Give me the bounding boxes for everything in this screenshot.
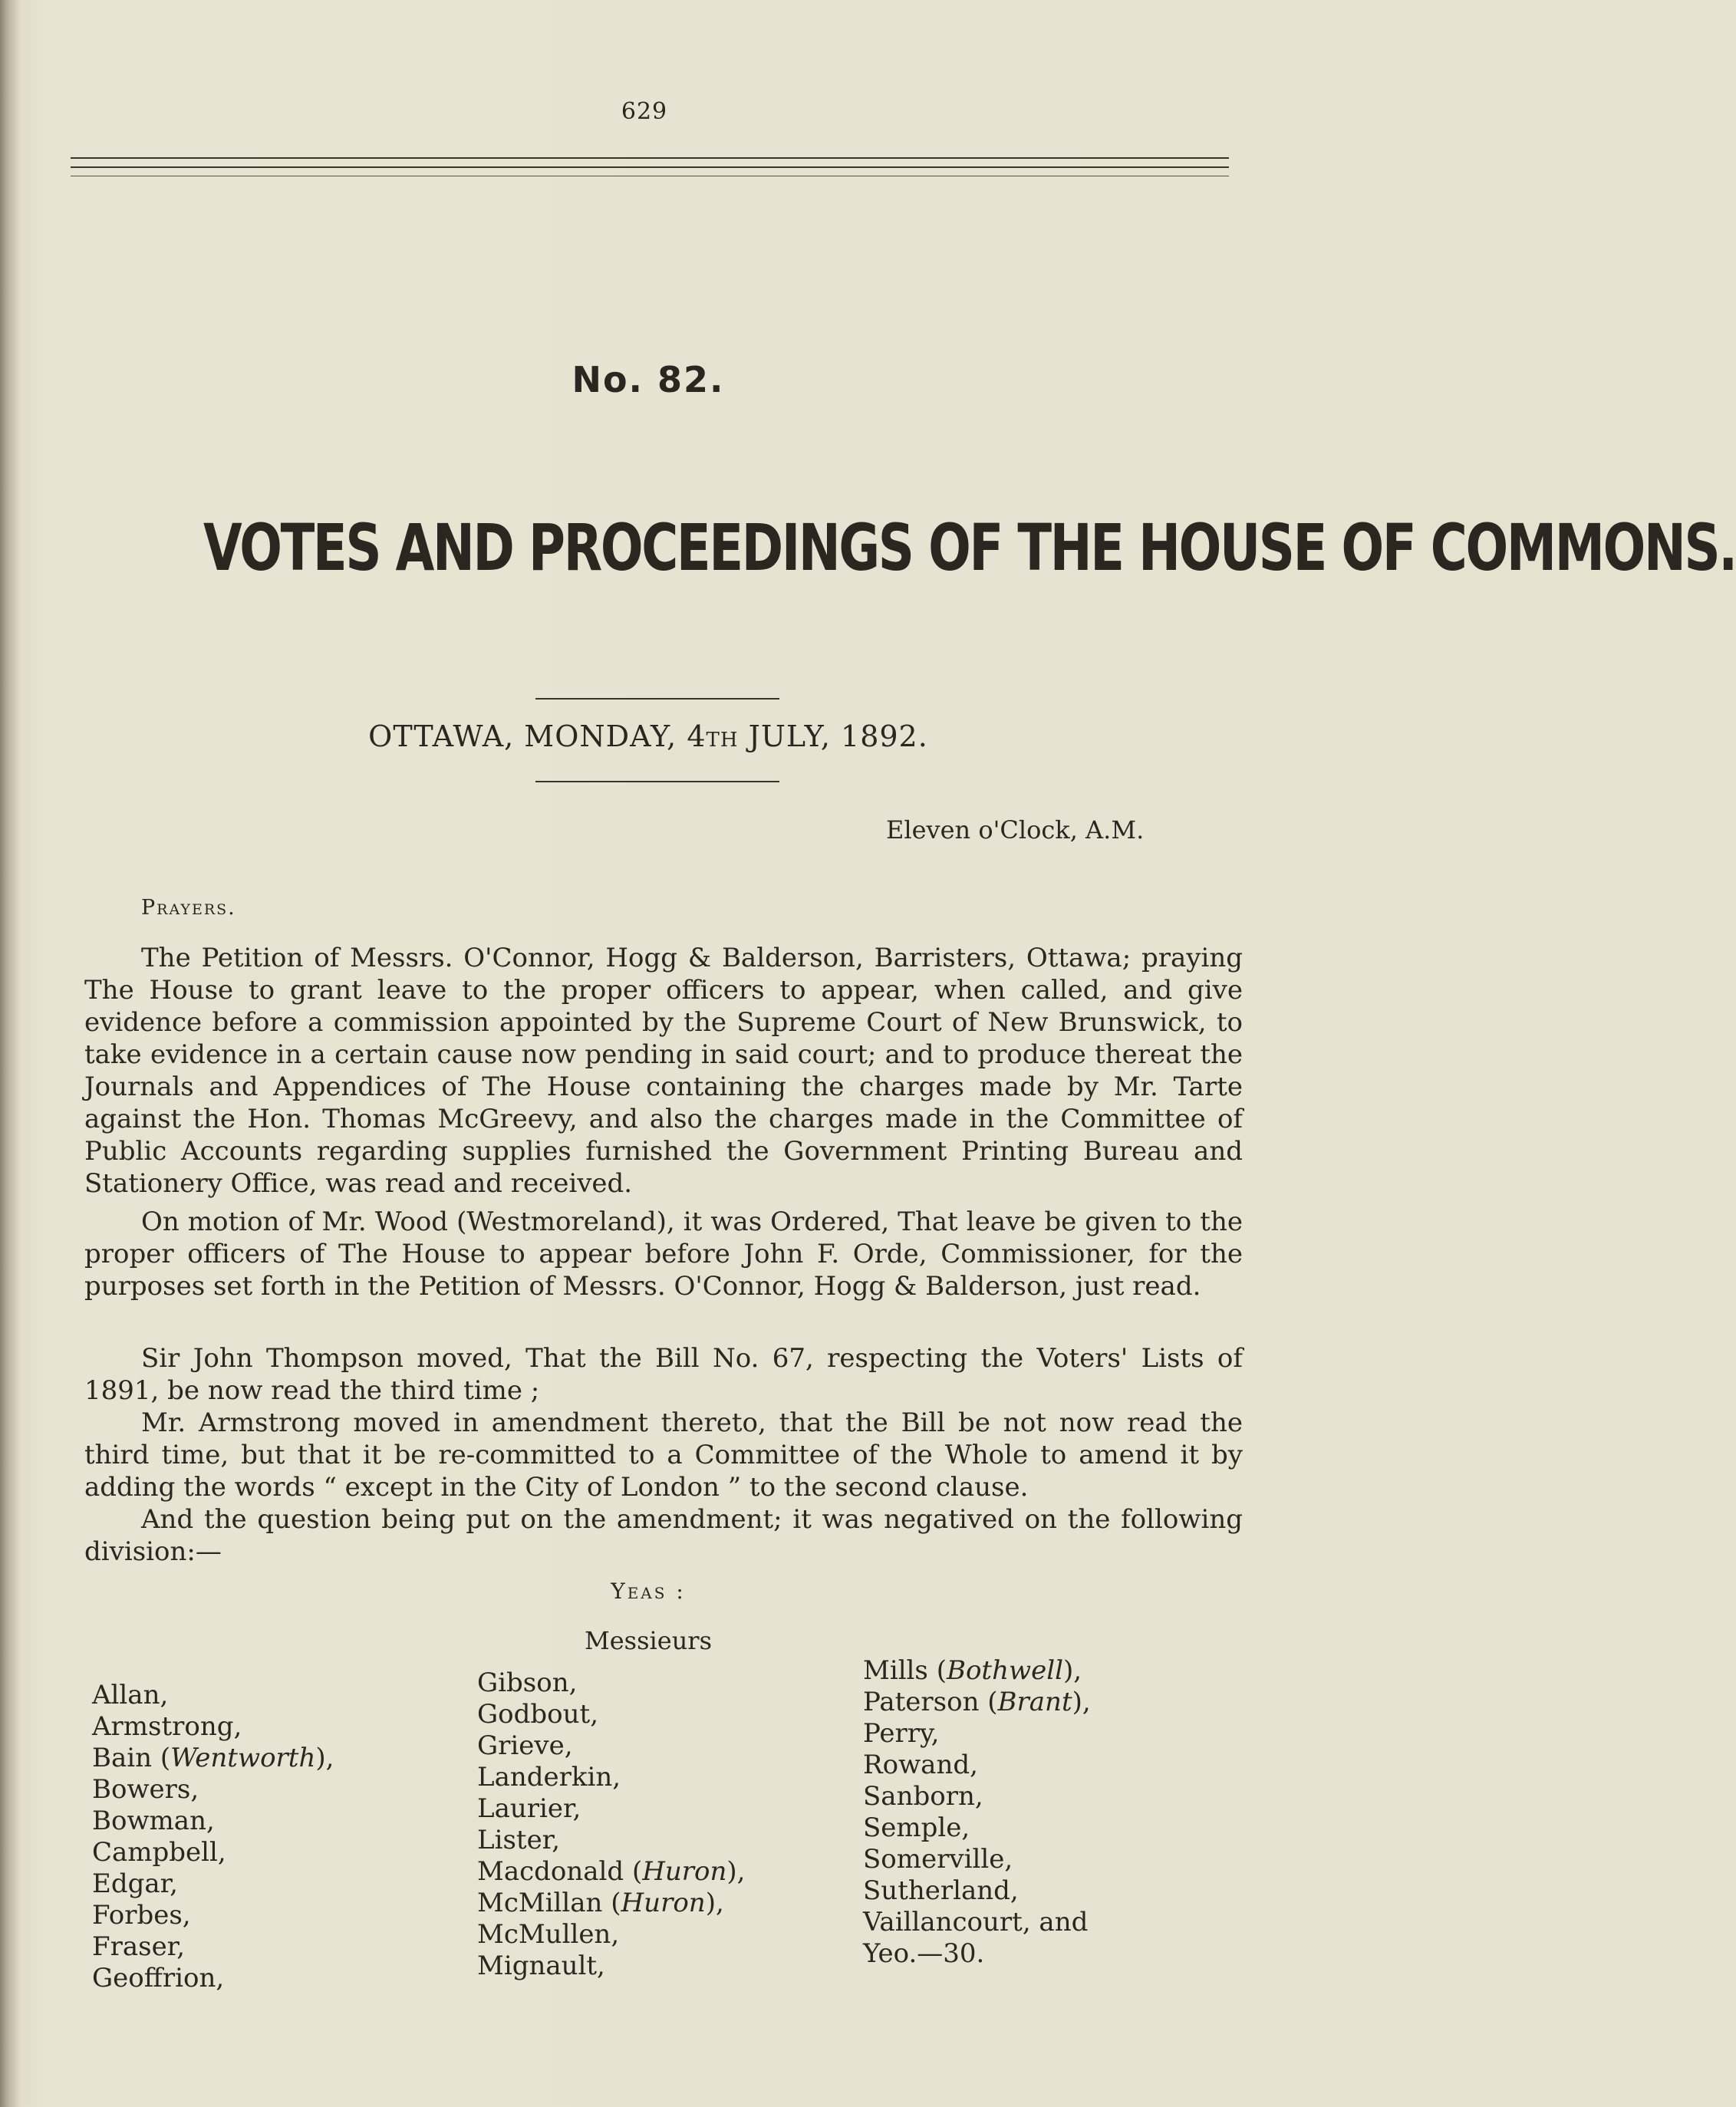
member-name xyxy=(477,1856,746,1888)
member-name-text: Somerville, xyxy=(863,1844,1013,1875)
member-name-suffix: ), xyxy=(1072,1687,1091,1717)
dateline xyxy=(0,719,1296,753)
member-name-suffix: ), xyxy=(1062,1655,1082,1686)
member-name xyxy=(92,1774,334,1806)
yeas-heading: Yeas : xyxy=(611,1579,686,1604)
yeas-column-1 xyxy=(92,1680,334,1994)
member-name-text: Forbes, xyxy=(92,1900,191,1931)
member-name xyxy=(477,1825,746,1856)
member-name xyxy=(863,1844,1091,1875)
member-riding: Brant xyxy=(997,1687,1072,1717)
member-name xyxy=(92,1900,334,1931)
member-name xyxy=(863,1718,1091,1750)
dateline-after: JULY, 1892. xyxy=(738,719,928,753)
member-name-text: Paterson ( xyxy=(863,1687,998,1717)
member-riding: Huron xyxy=(642,1856,727,1887)
page-number: 629 xyxy=(621,98,668,125)
member-name xyxy=(92,1806,334,1837)
member-name-text: Lister, xyxy=(477,1825,561,1855)
member-name-text: Mignault, xyxy=(477,1951,605,1981)
member-name-text: Perry, xyxy=(863,1718,940,1749)
member-name xyxy=(92,1837,334,1868)
member-name-suffix: ), xyxy=(315,1743,334,1773)
member-name xyxy=(92,1680,334,1711)
member-name xyxy=(92,1931,334,1963)
member-name-text: Grieve, xyxy=(477,1730,573,1761)
member-name-text: Mills ( xyxy=(863,1655,947,1686)
member-name xyxy=(863,1687,1091,1718)
member-name-text: Laurier, xyxy=(477,1793,581,1824)
dateline-ordinal: TH xyxy=(706,729,739,752)
member-name-text: Allan, xyxy=(92,1680,169,1710)
member-name xyxy=(92,1711,334,1743)
member-name xyxy=(477,1667,746,1699)
member-name-text: Yeo.—30. xyxy=(863,1938,985,1969)
member-name xyxy=(477,1919,746,1951)
messieurs-heading: Messieurs xyxy=(584,1626,713,1655)
member-name-text: Edgar, xyxy=(92,1868,178,1899)
member-name xyxy=(863,1907,1091,1938)
member-riding: Wentworth xyxy=(170,1743,316,1773)
yeas-column-3 xyxy=(863,1655,1091,1970)
member-name xyxy=(92,1963,334,1994)
sitting-time: Eleven o'Clock, A.M. xyxy=(886,815,1145,844)
member-name xyxy=(477,1699,746,1730)
prayers-heading: Prayers. xyxy=(141,896,236,920)
member-name-suffix: ), xyxy=(726,1856,746,1887)
header-double-rule xyxy=(71,157,1229,168)
thompson-motion-paragraph: Sir John Thompson moved, That the Bill No. 67, respecting the Voters' Lists of 1891, be now read the third time ; xyxy=(84,1343,1243,1406)
member-name xyxy=(863,1781,1091,1812)
member-riding: Huron xyxy=(621,1888,706,1918)
member-name-text: Macdonald ( xyxy=(477,1856,643,1887)
question-paragraph: And the question being put on the amendment; it was negatived on the following division:— xyxy=(84,1504,1243,1567)
member-name-text: Sutherland, xyxy=(863,1875,1019,1906)
member-name xyxy=(92,1743,334,1774)
member-name-text: Sanborn, xyxy=(863,1781,983,1812)
dateline-before: OTTAWA, MONDAY, 4 xyxy=(368,719,707,753)
petition-paragraph: The Petition of Messrs. O'Connor, Hogg & Balderson, Barristers, Ottawa; praying The House to grant leave to the proper officers to appear, when called, and give evidence before a commission appointed by the Supreme Court of New Brunswick, to take evidence in a certain cause now pending in said court; and to produce thereat the Journals and Appendices of The House containing the charges made by Mr. Tarte against the Hon. Thomas McGreevy, and also the charges made in the Committee of Public Accounts regarding supplies furnished the Government Printing Bureau and Stationery Office, was read and received. xyxy=(84,943,1243,1199)
member-name-text: Geoffrion, xyxy=(92,1963,225,1993)
motion-paragraph: On motion of Mr. Wood (Westmoreland), it was Ordered, That leave be given to the proper officers of The House to appear before John F. Orde, Commissioner, for the purposes set forth in the Petition of Messrs. O'Connor, Hogg & Balderson, just read. xyxy=(84,1207,1243,1302)
member-riding: Bothwell xyxy=(946,1655,1063,1686)
member-name xyxy=(477,1762,746,1793)
main-title: VOTES AND PROCEEDINGS OF THE HOUSE OF COMMONS. xyxy=(203,510,1736,585)
armstrong-amendment-paragraph: Mr. Armstrong moved in amendment thereto, that the Bill be not now read the third time, but that it be re-committed to a Committee of the Whole to amend it by adding the words “ except in the City of London ” to the second clause. xyxy=(84,1407,1243,1503)
member-name-text: Gibson, xyxy=(477,1667,578,1698)
member-name-text: Landerkin, xyxy=(477,1762,621,1793)
member-name xyxy=(863,1812,1091,1844)
member-name xyxy=(477,1888,746,1919)
member-name-text: McMullen, xyxy=(477,1919,620,1950)
member-name xyxy=(863,1750,1091,1781)
member-name-text: Armstrong, xyxy=(92,1711,242,1742)
member-name-text: Bowman, xyxy=(92,1806,215,1836)
member-name-text: Vaillancourt, and xyxy=(863,1907,1089,1937)
member-name xyxy=(477,1730,746,1762)
member-name-text: Fraser, xyxy=(92,1931,186,1962)
member-name xyxy=(92,1868,334,1900)
member-name xyxy=(863,1875,1091,1907)
member-name-text: McMillan ( xyxy=(477,1888,621,1918)
issue-number: No. 82. xyxy=(572,359,725,400)
member-name-text: Semple, xyxy=(863,1812,970,1843)
member-name-text: Godbout, xyxy=(477,1699,598,1730)
yeas-column-2 xyxy=(477,1667,746,1982)
member-name-text: Rowand, xyxy=(863,1750,978,1780)
member-name-suffix: ), xyxy=(705,1888,724,1918)
member-name xyxy=(863,1938,1091,1970)
member-name-text: Bowers, xyxy=(92,1774,199,1805)
member-name-text: Campbell, xyxy=(92,1837,226,1868)
dateline-bottom-rule xyxy=(535,781,779,782)
member-name-text: Bain ( xyxy=(92,1743,171,1773)
member-name xyxy=(477,1793,746,1825)
member-name xyxy=(477,1951,746,1982)
dateline-top-rule xyxy=(535,698,779,700)
member-name xyxy=(863,1655,1091,1687)
